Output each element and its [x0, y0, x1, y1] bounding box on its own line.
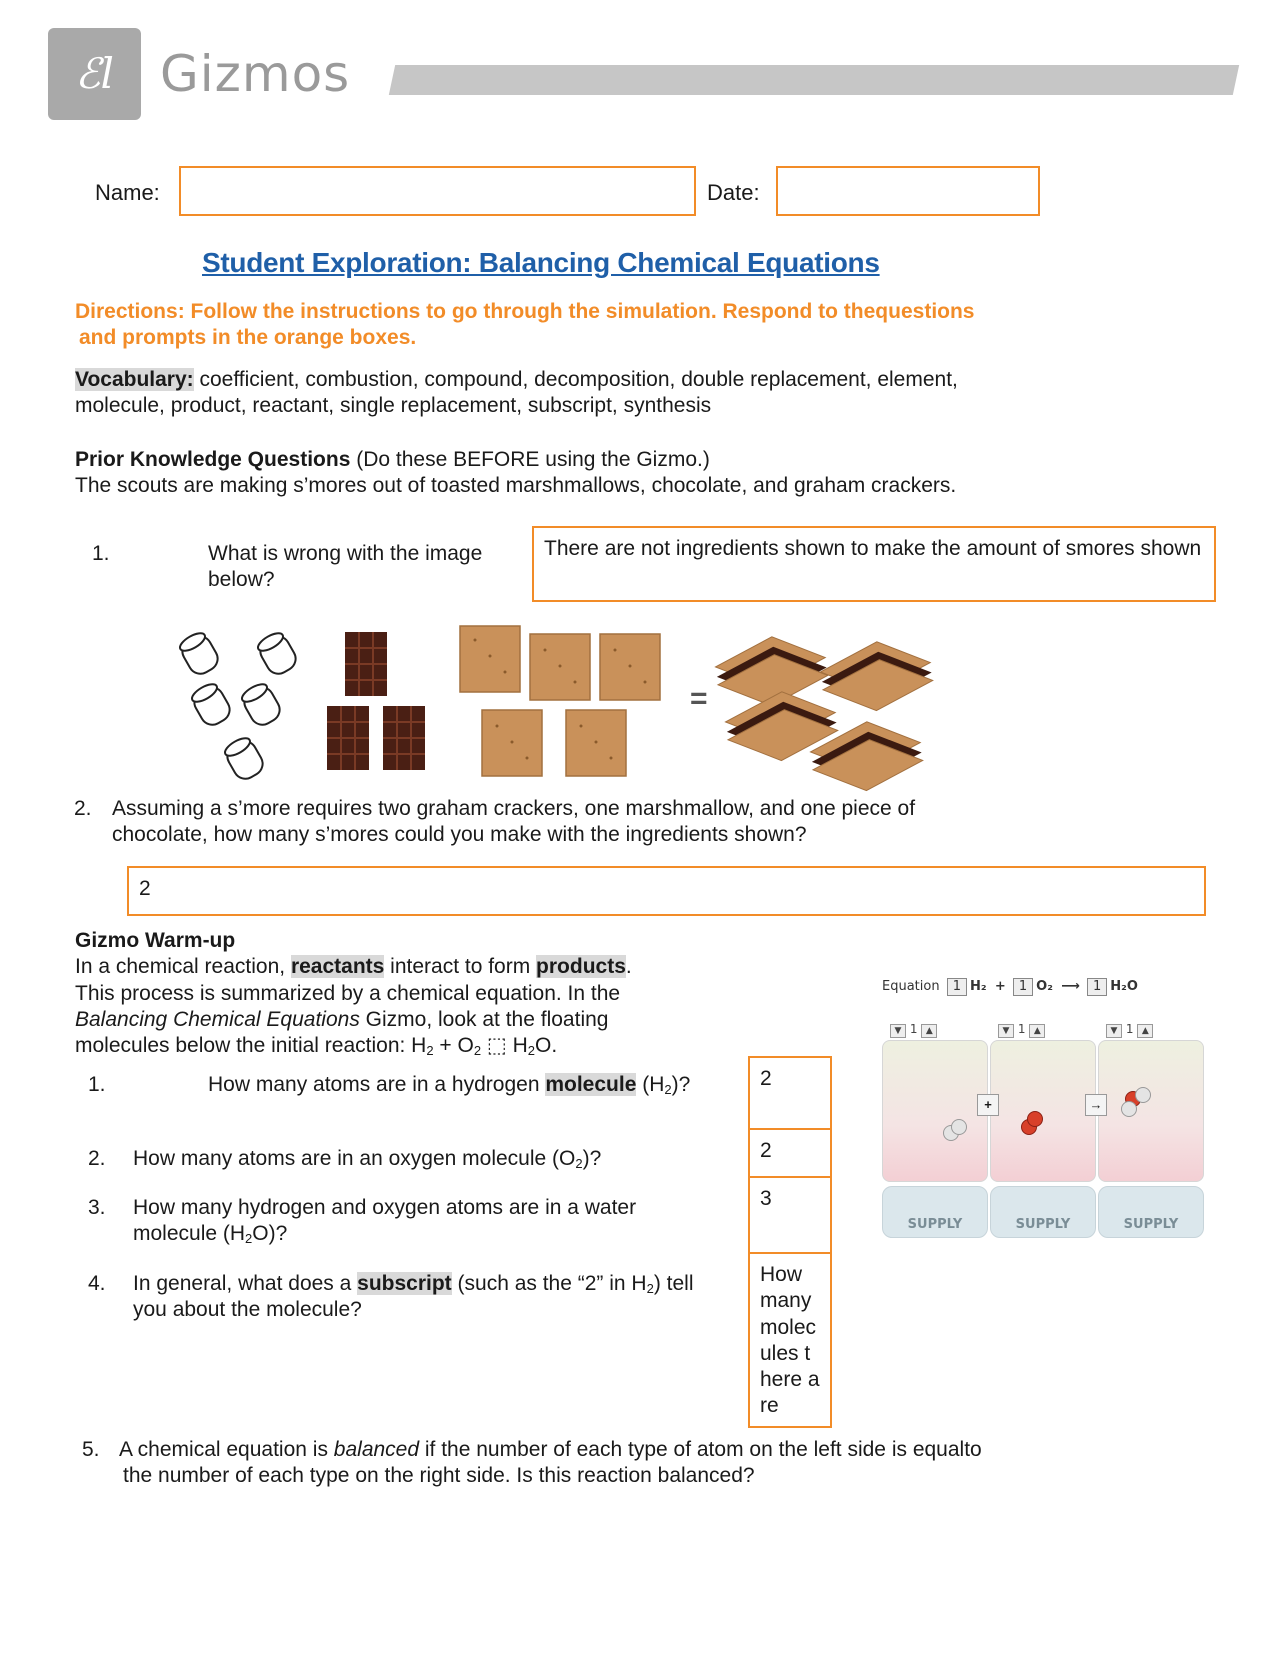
product-area-h2o — [1098, 1040, 1204, 1182]
oxygen-atom — [1027, 1111, 1043, 1127]
gizmos-logo: ℰl — [48, 28, 141, 120]
arrow-icon: → — [1085, 1094, 1107, 1116]
marshmallow — [239, 680, 284, 729]
counter-1[interactable]: ▼ 1 ▲ — [890, 1022, 937, 1038]
down-icon: ▼ — [1106, 1024, 1122, 1038]
warmup-intro: Gizmo Warm-up In a chemical reaction, reactants interact to form products. This process is summarized by a chemical equation. In the Balancing Chemical Equations Gizmo, look at the floating molecules below the initial reaction: $H_2 + O_2$ ⬚ $H_2O$. — [75, 928, 695, 1059]
smore — [817, 635, 935, 718]
marshmallow — [177, 629, 222, 678]
warmup-question-4: In general, what does a subscript (such as the “2” in $H_2$) tell you about the molecule? — [133, 1272, 694, 1322]
equals-sign: = — [690, 682, 708, 715]
prior-question-1: What is wrong with the image below? — [208, 542, 483, 592]
warmup-question-5: A chemical equation is balanced if the number of each type of atom on the left side is equalto the number of each type on the right side. Is this reaction balanced? — [119, 1438, 982, 1488]
smores-illustration — [170, 620, 940, 795]
question-number: 4. — [88, 1272, 106, 1295]
warmup-answer-4[interactable]: How many molec ules there are — [748, 1252, 832, 1428]
hydrogen-atom — [951, 1119, 967, 1135]
chocolate-bars — [327, 632, 425, 770]
warmup-heading: Gizmo Warm-up — [75, 929, 236, 952]
prior-knowledge-section: Prior Knowledge Questions (Do these BEFORE using the Gizmo.) The scouts are making s’mores out of toasted marshmallows, chocolate, and graham crackers. — [75, 448, 957, 498]
down-icon: ▼ — [998, 1024, 1014, 1038]
marshmallow — [222, 734, 267, 783]
marshmallow — [189, 680, 234, 729]
coef-h2[interactable]: 1 — [947, 978, 967, 996]
simulation-panel — [882, 978, 1212, 1238]
smores — [712, 630, 935, 795]
warmup-answer-3[interactable]: 3 — [748, 1176, 832, 1254]
reactant-area-o2 — [990, 1040, 1096, 1182]
prior-answer-1[interactable]: There are not ingredients shown to make the amount of smores shown — [532, 526, 1216, 602]
question-number: 1. — [92, 542, 110, 565]
brand-name: Gizmos — [160, 45, 351, 103]
name-label: Name: — [95, 180, 160, 205]
reactant-area-h2 — [882, 1040, 988, 1182]
up-icon: ▲ — [921, 1024, 937, 1038]
supply-h2o[interactable]: SUPPLY — [1098, 1186, 1204, 1238]
page-title: Student Exploration: Balancing Chemical Equations — [202, 247, 880, 278]
name-field[interactable] — [179, 166, 696, 216]
question-number: 2. — [74, 797, 92, 820]
question-number: 2. — [88, 1147, 106, 1170]
prior-answer-2[interactable]: 2 — [127, 866, 1206, 916]
warmup-answer-2[interactable]: 2 — [748, 1128, 832, 1178]
directions: Directions: Follow the instructions to go through the simulation. Respond to thequestions and prompts in the orange boxes. — [75, 300, 975, 350]
header-bar — [389, 65, 1239, 95]
down-icon: ▼ — [890, 1024, 906, 1038]
up-icon: ▲ — [1029, 1024, 1045, 1038]
coef-o2[interactable]: 1 — [1013, 978, 1033, 996]
up-icon: ▲ — [1137, 1024, 1153, 1038]
hydrogen-atom — [1121, 1101, 1137, 1117]
warmup-question-1: How many atoms are in a hydrogen molecule $(H_2)$? — [208, 1073, 691, 1097]
supply-o2[interactable]: SUPPLY — [990, 1186, 1096, 1238]
warmup-question-2: How many atoms are in an oxygen molecule $(O_2)$? — [133, 1147, 602, 1171]
question-number: 1. — [88, 1073, 106, 1096]
date-label: Date: — [707, 180, 760, 205]
graham-cracker — [460, 626, 520, 692]
plus-icon: + — [977, 1094, 999, 1116]
equation-bar: Equation 1 H₂ + 1 O₂ ⟶ 1 H₂O — [882, 979, 1138, 994]
supply-h2[interactable]: SUPPLY — [882, 1186, 988, 1238]
date-field[interactable] — [776, 166, 1040, 216]
counter-2[interactable]: ▼ 1 ▲ — [998, 1022, 1045, 1038]
question-number: 5. — [82, 1438, 100, 1461]
question-number: 3. — [88, 1196, 106, 1219]
prior-question-2: Assuming a s’more requires two graham crackers, one marshmallow, and one piece of chocolate, how many s’mores could you make with the ingredients shown? — [112, 797, 916, 847]
counter-3[interactable]: ▼ 1 ▲ — [1106, 1022, 1153, 1038]
warmup-question-3: How many hydrogen and oxygen atoms are in a water molecule $(H_2O)$? — [133, 1196, 637, 1247]
warmup-answer-1[interactable]: 2 — [748, 1056, 832, 1130]
marshmallow — [255, 629, 300, 678]
hydrogen-atom — [1135, 1087, 1151, 1103]
coef-h2o[interactable]: 1 — [1087, 978, 1107, 996]
vocabulary: Vocabulary: coefficient, combustion, compound, decomposition, double replacement, element, molecule, product, reactant, single replacement, subscript, synthesis — [75, 368, 958, 418]
